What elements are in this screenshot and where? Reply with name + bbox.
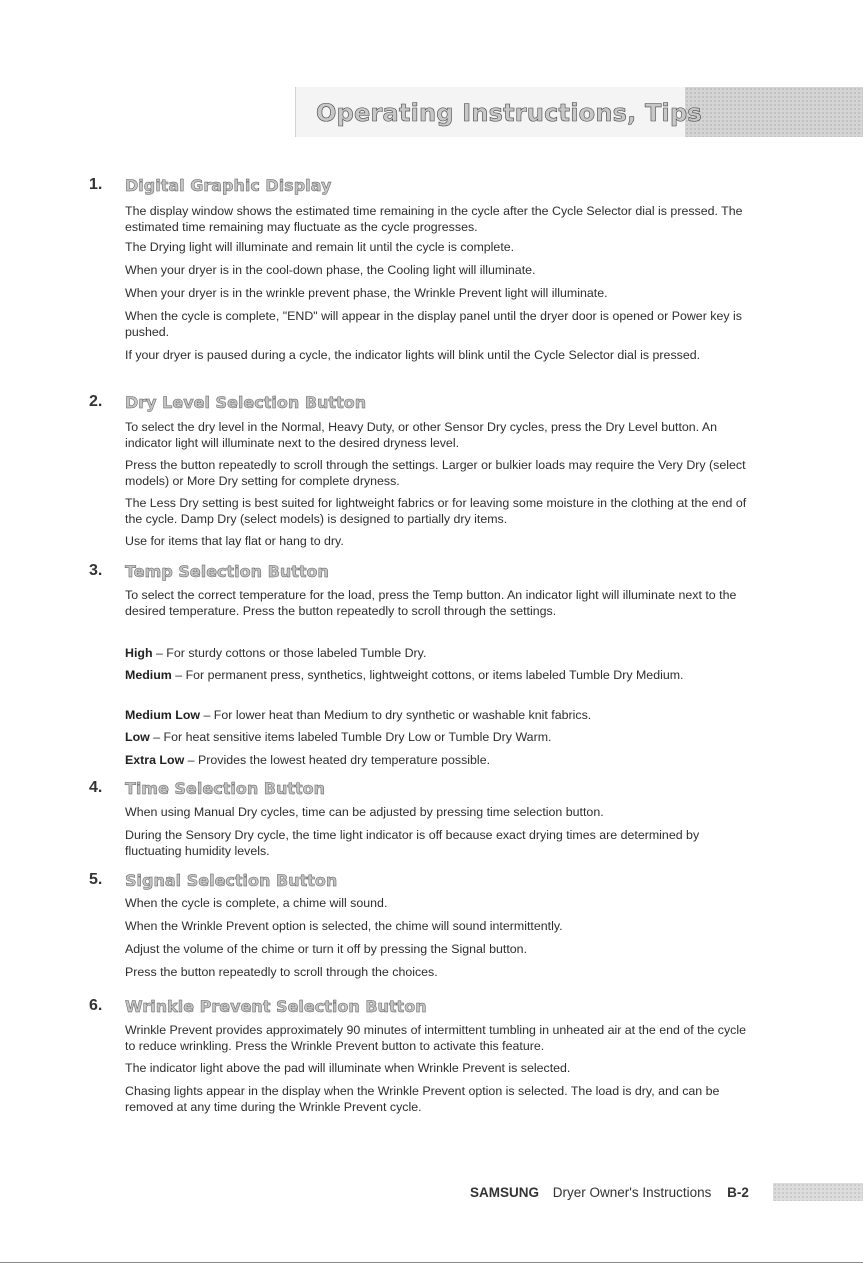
paragraph: To select the correct temperature for the load, press the Temp button. An indicator light will illuminate next to the desired temperature. Press the button repeatedly to scroll through the settings. bbox=[125, 588, 737, 618]
paragraph: Adjust the volume of the chime or turn it off by pressing the Signal button. bbox=[125, 942, 528, 956]
paragraph: When your dryer is in the cool-down phase, the Cooling light will illuminate. bbox=[125, 263, 536, 277]
temp-item-high bbox=[125, 646, 750, 662]
bottom-rule bbox=[0, 1262, 863, 1263]
temp-item-label: High bbox=[125, 646, 153, 660]
temp-item-text: – For lower heat than Medium to dry synthetic or washable knit fabrics. bbox=[200, 708, 592, 722]
paragraph: The Less Dry setting is best suited for lightweight fabrics or for leaving some moisture in the clothing at the end of the cycle. Damp Dry (select models) is designed to partially dry items. bbox=[125, 496, 747, 526]
temp-item-text: – For permanent press, synthetics, lightweight cottons, or items labeled Tumble Dry Medium. bbox=[171, 668, 684, 682]
header-pattern bbox=[685, 87, 863, 137]
temp-item-text: – For sturdy cottons or those labeled Tumble Dry. bbox=[152, 646, 427, 660]
document-name: Dryer Owner's Instructions bbox=[552, 1185, 712, 1200]
paragraph: Press the button repeatedly to scroll through the choices. bbox=[125, 965, 438, 979]
temp-item-label: Low bbox=[125, 730, 150, 744]
section-heading: Time Selection Button bbox=[125, 779, 326, 798]
footer bbox=[470, 1185, 749, 1200]
paragraph: The display window shows the estimated time remaining in the cycle after the Cycle Selector dial is pressed. The estimated time remaining may fluctuate as the cycle progresses. bbox=[125, 204, 743, 234]
temp-item-label: Medium bbox=[125, 668, 172, 682]
section-heading: Digital Graphic Display bbox=[125, 176, 332, 195]
paragraph: Wrinkle Prevent provides approximately 90 minutes of intermittent tumbling in unheated air at the end of the cycle to reduce wrinkling. Press the Wrinkle Prevent button to activate this feature. bbox=[125, 1023, 747, 1053]
section-number: 6. bbox=[89, 997, 103, 1014]
page-number: B-2 bbox=[727, 1185, 749, 1200]
section-heading: Signal Selection Button bbox=[125, 871, 338, 890]
paragraph: The indicator light above the pad will illuminate when Wrinkle Prevent is selected. bbox=[125, 1061, 571, 1075]
paragraph: When using Manual Dry cycles, time can be adjusted by pressing time selection button. bbox=[125, 805, 604, 819]
section-number: 5. bbox=[89, 871, 103, 888]
paragraph: Press the button repeatedly to scroll through the settings. Larger or bulkier loads may require the Very Dry (select models) or More Dry setting for complete dryness. bbox=[125, 458, 746, 488]
footer-pattern bbox=[773, 1183, 863, 1201]
temp-item-text: – Provides the lowest heated dry temperature possible. bbox=[184, 753, 491, 767]
section-number: 4. bbox=[89, 779, 103, 796]
section-heading: Temp Selection Button bbox=[125, 562, 329, 581]
paragraph: Chasing lights appear in the display when the Wrinkle Prevent option is selected. The load is dry, and can be removed at any time during the Wrinkle Prevent cycle. bbox=[125, 1084, 720, 1114]
section-number: 1. bbox=[89, 176, 103, 193]
paragraph: When the cycle is complete, a chime will sound. bbox=[125, 896, 388, 910]
section-heading: Dry Level Selection Button bbox=[125, 393, 367, 412]
section-heading: Wrinkle Prevent Selection Button bbox=[125, 997, 427, 1016]
temp-item-medium bbox=[125, 668, 750, 684]
temp-item-low bbox=[125, 730, 750, 746]
temp-item-text: – For heat sensitive items labeled Tumble Dry Low or Tumble Dry Warm. bbox=[149, 730, 552, 744]
section-number: 2. bbox=[89, 393, 103, 410]
brand-name: SAMSUNG bbox=[470, 1185, 540, 1200]
paragraph: When the cycle is complete, "END" will appear in the display panel until the dryer door is opened or Power key is pushed. bbox=[125, 309, 742, 339]
section-number: 3. bbox=[89, 562, 103, 579]
temp-item-medium-low bbox=[125, 708, 750, 724]
paragraph: Use for items that lay flat or hang to dry. bbox=[125, 534, 344, 548]
temp-item-label: Medium Low bbox=[125, 708, 201, 722]
paragraph: To select the dry level in the Normal, Heavy Duty, or other Sensor Dry cycles, press the Dry Level button. An indicator light will illuminate next to the desired dryness level. bbox=[125, 420, 718, 450]
paragraph: When your dryer is in the wrinkle prevent phase, the Wrinkle Prevent light will illuminate. bbox=[125, 286, 608, 300]
temp-item-extra-low bbox=[125, 753, 750, 769]
paragraph: When the Wrinkle Prevent option is selected, the chime will sound intermittently. bbox=[125, 919, 563, 933]
paragraph: During the Sensory Dry cycle, the time light indicator is off because exact drying times are determined by fluctuating humidity levels. bbox=[125, 828, 700, 858]
temp-item-label: Extra Low bbox=[125, 753, 185, 767]
page-title: Operating Instructions, Tips bbox=[316, 99, 702, 127]
paragraph: The Drying light will illuminate and remain lit until the cycle is complete. bbox=[125, 240, 515, 254]
paragraph: If your dryer is paused during a cycle, the indicator lights will blink until the Cycle Selector dial is pressed. bbox=[125, 348, 701, 362]
